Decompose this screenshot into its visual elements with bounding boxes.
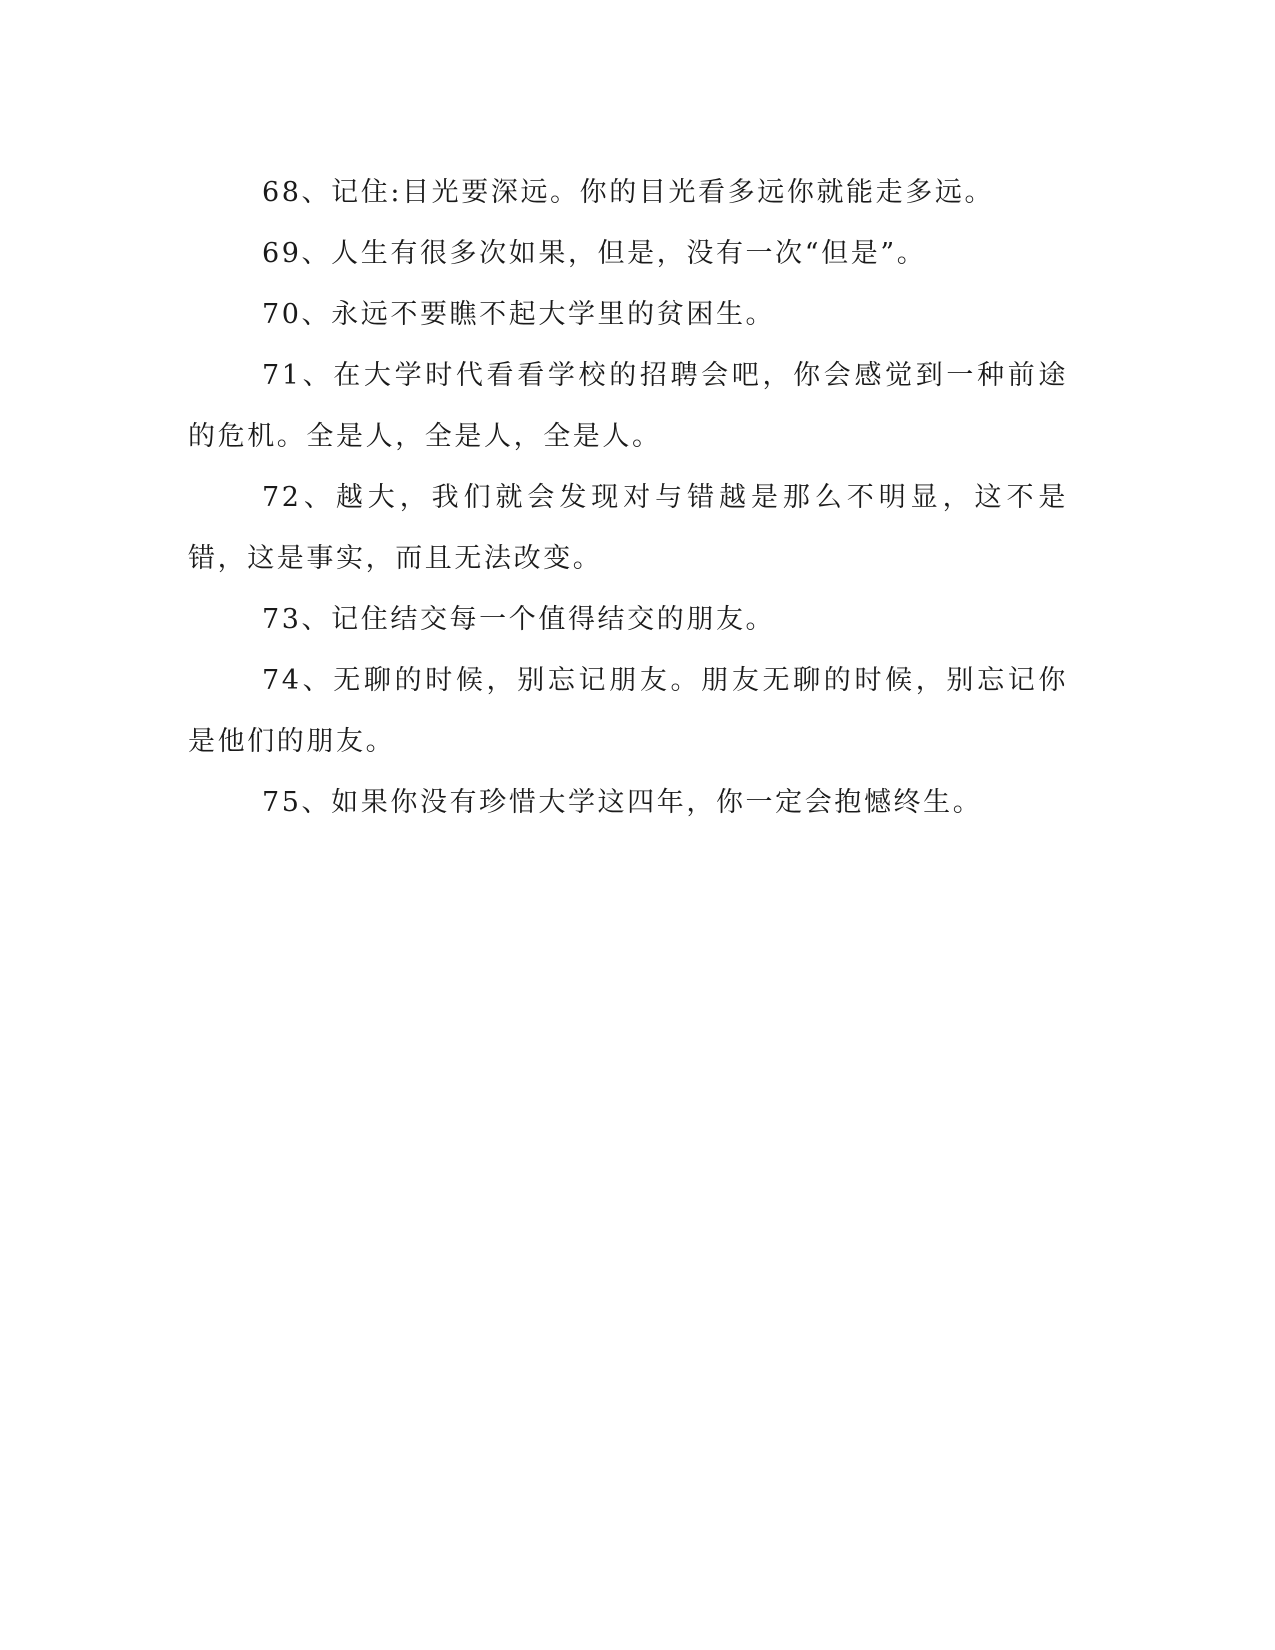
paragraph-75: 75、如果你没有珍惜大学这四年，你一定会抱憾终生。 <box>262 787 983 818</box>
paragraph-73: 73、记住结交每一个值得结交的朋友。 <box>262 604 776 635</box>
paragraph-69: 69、人生有很多次如果，但是，没有一次“但是”。 <box>262 238 927 269</box>
paragraph-74: 74、无聊的时候，别忘记朋友。朋友无聊的时候，别忘记你是他们的朋友。 <box>188 665 1068 757</box>
paragraph-72: 72、越大，我们就会发现对与错越是那么不明显，这不是错，这是事实，而且无法改变。 <box>188 482 1068 574</box>
paragraph-70: 70、永远不要瞧不起大学里的贫困生。 <box>262 299 776 330</box>
paragraph-71: 71、在大学时代看看学校的招聘会吧，你会感觉到一种前途的危机。全是人，全是人，全是人。 <box>188 360 1068 452</box>
paragraph-68: 68、记住:目光要深远。你的目光看多远你就能走多远。 <box>262 177 995 208</box>
document-body <box>188 162 1068 833</box>
